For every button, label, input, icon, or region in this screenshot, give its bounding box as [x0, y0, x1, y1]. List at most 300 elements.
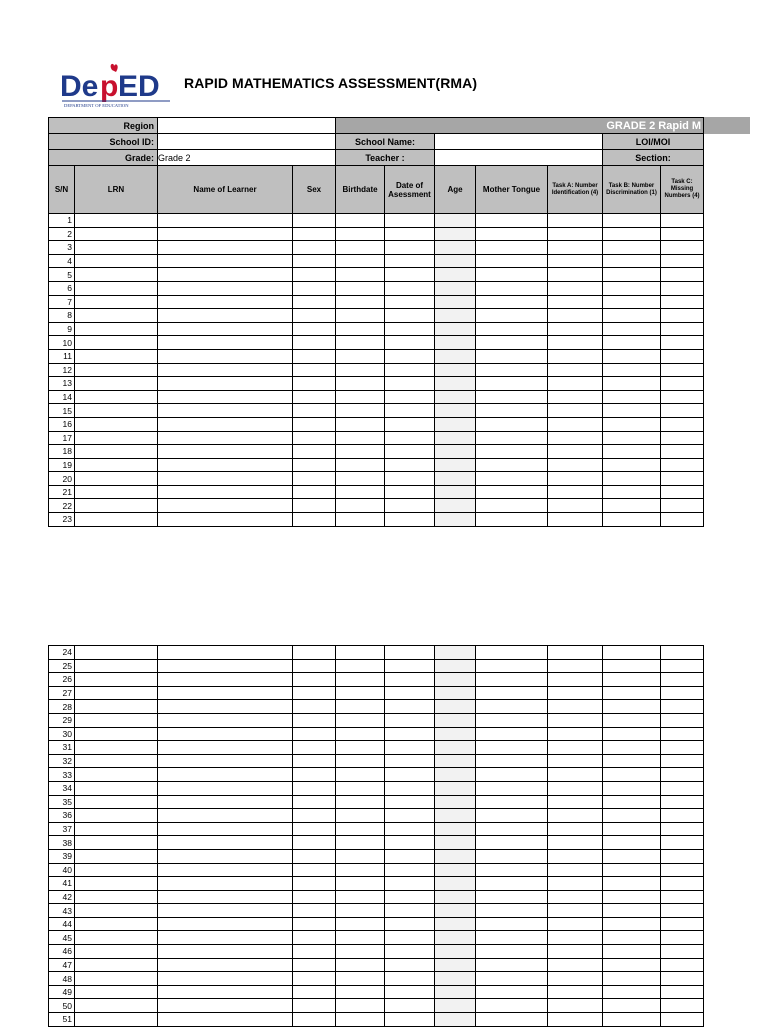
name-cell[interactable]	[158, 999, 293, 1013]
date-assessment-cell[interactable]	[385, 890, 435, 904]
name-cell[interactable]	[158, 472, 293, 486]
name-cell[interactable]	[158, 268, 293, 282]
birthdate-cell[interactable]	[336, 795, 385, 809]
name-cell[interactable]	[158, 309, 293, 323]
date-assessment-cell[interactable]	[385, 214, 435, 228]
name-cell[interactable]	[158, 836, 293, 850]
task-b-cell[interactable]	[603, 686, 661, 700]
age-cell[interactable]	[435, 1013, 476, 1027]
birthdate-cell[interactable]	[336, 890, 385, 904]
name-cell[interactable]	[158, 349, 293, 363]
age-cell[interactable]	[435, 254, 476, 268]
date-assessment-cell[interactable]	[385, 363, 435, 377]
age-cell[interactable]	[435, 417, 476, 431]
date-assessment-cell[interactable]	[385, 754, 435, 768]
task-b-cell[interactable]	[603, 499, 661, 513]
age-cell[interactable]	[435, 227, 476, 241]
birthdate-cell[interactable]	[336, 458, 385, 472]
task-a-cell[interactable]	[548, 445, 603, 459]
task-c-cell[interactable]	[661, 254, 704, 268]
birthdate-cell[interactable]	[336, 768, 385, 782]
teacher-field[interactable]	[435, 150, 603, 166]
birthdate-cell[interactable]	[336, 931, 385, 945]
name-cell[interactable]	[158, 713, 293, 727]
lrn-cell[interactable]	[75, 659, 158, 673]
task-a-cell[interactable]	[548, 377, 603, 391]
task-b-cell[interactable]	[603, 673, 661, 687]
birthdate-cell[interactable]	[336, 281, 385, 295]
task-b-cell[interactable]	[603, 485, 661, 499]
task-b-cell[interactable]	[603, 985, 661, 999]
mother-tongue-cell[interactable]	[476, 877, 548, 891]
task-a-cell[interactable]	[548, 972, 603, 986]
lrn-cell[interactable]	[75, 281, 158, 295]
task-c-cell[interactable]	[661, 754, 704, 768]
age-cell[interactable]	[435, 445, 476, 459]
task-b-cell[interactable]	[603, 254, 661, 268]
name-cell[interactable]	[158, 931, 293, 945]
date-assessment-cell[interactable]	[385, 417, 435, 431]
age-cell[interactable]	[435, 727, 476, 741]
task-b-cell[interactable]	[603, 513, 661, 527]
region-field[interactable]	[158, 118, 336, 134]
task-c-cell[interactable]	[661, 363, 704, 377]
lrn-cell[interactable]	[75, 877, 158, 891]
date-assessment-cell[interactable]	[385, 404, 435, 418]
task-a-cell[interactable]	[548, 241, 603, 255]
date-assessment-cell[interactable]	[385, 781, 435, 795]
name-cell[interactable]	[158, 890, 293, 904]
lrn-cell[interactable]	[75, 227, 158, 241]
task-a-cell[interactable]	[548, 741, 603, 755]
task-b-cell[interactable]	[603, 958, 661, 972]
birthdate-cell[interactable]	[336, 904, 385, 918]
task-a-cell[interactable]	[548, 999, 603, 1013]
sex-cell[interactable]	[293, 754, 336, 768]
age-cell[interactable]	[435, 485, 476, 499]
age-cell[interactable]	[435, 458, 476, 472]
task-c-cell[interactable]	[661, 472, 704, 486]
mother-tongue-cell[interactable]	[476, 863, 548, 877]
date-assessment-cell[interactable]	[385, 713, 435, 727]
age-cell[interactable]	[435, 349, 476, 363]
mother-tongue-cell[interactable]	[476, 686, 548, 700]
sex-cell[interactable]	[293, 499, 336, 513]
sex-cell[interactable]	[293, 863, 336, 877]
name-cell[interactable]	[158, 904, 293, 918]
mother-tongue-cell[interactable]	[476, 659, 548, 673]
name-cell[interactable]	[158, 322, 293, 336]
mother-tongue-cell[interactable]	[476, 431, 548, 445]
mother-tongue-cell[interactable]	[476, 513, 548, 527]
date-assessment-cell[interactable]	[385, 377, 435, 391]
age-cell[interactable]	[435, 795, 476, 809]
name-cell[interactable]	[158, 363, 293, 377]
date-assessment-cell[interactable]	[385, 513, 435, 527]
name-cell[interactable]	[158, 417, 293, 431]
sex-cell[interactable]	[293, 646, 336, 660]
lrn-cell[interactable]	[75, 214, 158, 228]
task-b-cell[interactable]	[603, 417, 661, 431]
mother-tongue-cell[interactable]	[476, 268, 548, 282]
birthdate-cell[interactable]	[336, 445, 385, 459]
task-a-cell[interactable]	[548, 945, 603, 959]
lrn-cell[interactable]	[75, 363, 158, 377]
mother-tongue-cell[interactable]	[476, 309, 548, 323]
mother-tongue-cell[interactable]	[476, 958, 548, 972]
birthdate-cell[interactable]	[336, 322, 385, 336]
lrn-cell[interactable]	[75, 999, 158, 1013]
sex-cell[interactable]	[293, 309, 336, 323]
sex-cell[interactable]	[293, 700, 336, 714]
task-c-cell[interactable]	[661, 700, 704, 714]
task-b-cell[interactable]	[603, 227, 661, 241]
age-cell[interactable]	[435, 822, 476, 836]
mother-tongue-cell[interactable]	[476, 809, 548, 823]
task-c-cell[interactable]	[661, 673, 704, 687]
task-a-cell[interactable]	[548, 322, 603, 336]
task-a-cell[interactable]	[548, 836, 603, 850]
age-cell[interactable]	[435, 336, 476, 350]
task-b-cell[interactable]	[603, 781, 661, 795]
birthdate-cell[interactable]	[336, 1013, 385, 1027]
age-cell[interactable]	[435, 958, 476, 972]
date-assessment-cell[interactable]	[385, 322, 435, 336]
sex-cell[interactable]	[293, 268, 336, 282]
task-a-cell[interactable]	[548, 877, 603, 891]
age-cell[interactable]	[435, 499, 476, 513]
task-c-cell[interactable]	[661, 659, 704, 673]
date-assessment-cell[interactable]	[385, 390, 435, 404]
task-c-cell[interactable]	[661, 458, 704, 472]
school-id-field[interactable]	[158, 134, 336, 150]
name-cell[interactable]	[158, 404, 293, 418]
lrn-cell[interactable]	[75, 863, 158, 877]
date-assessment-cell[interactable]	[385, 485, 435, 499]
date-assessment-cell[interactable]	[385, 849, 435, 863]
lrn-cell[interactable]	[75, 1013, 158, 1027]
mother-tongue-cell[interactable]	[476, 754, 548, 768]
task-c-cell[interactable]	[661, 485, 704, 499]
name-cell[interactable]	[158, 336, 293, 350]
birthdate-cell[interactable]	[336, 268, 385, 282]
sex-cell[interactable]	[293, 781, 336, 795]
mother-tongue-cell[interactable]	[476, 417, 548, 431]
task-b-cell[interactable]	[603, 795, 661, 809]
birthdate-cell[interactable]	[336, 336, 385, 350]
task-a-cell[interactable]	[548, 673, 603, 687]
age-cell[interactable]	[435, 741, 476, 755]
age-cell[interactable]	[435, 809, 476, 823]
birthdate-cell[interactable]	[336, 754, 385, 768]
name-cell[interactable]	[158, 485, 293, 499]
age-cell[interactable]	[435, 214, 476, 228]
task-b-cell[interactable]	[603, 917, 661, 931]
task-b-cell[interactable]	[603, 863, 661, 877]
age-cell[interactable]	[435, 377, 476, 391]
task-c-cell[interactable]	[661, 390, 704, 404]
date-assessment-cell[interactable]	[385, 472, 435, 486]
task-a-cell[interactable]	[548, 513, 603, 527]
task-a-cell[interactable]	[548, 754, 603, 768]
age-cell[interactable]	[435, 890, 476, 904]
name-cell[interactable]	[158, 917, 293, 931]
birthdate-cell[interactable]	[336, 727, 385, 741]
date-assessment-cell[interactable]	[385, 904, 435, 918]
task-b-cell[interactable]	[603, 809, 661, 823]
task-c-cell[interactable]	[661, 972, 704, 986]
lrn-cell[interactable]	[75, 795, 158, 809]
date-assessment-cell[interactable]	[385, 822, 435, 836]
task-a-cell[interactable]	[548, 254, 603, 268]
sex-cell[interactable]	[293, 659, 336, 673]
lrn-cell[interactable]	[75, 268, 158, 282]
task-b-cell[interactable]	[603, 431, 661, 445]
name-cell[interactable]	[158, 822, 293, 836]
age-cell[interactable]	[435, 849, 476, 863]
task-b-cell[interactable]	[603, 877, 661, 891]
lrn-cell[interactable]	[75, 295, 158, 309]
task-a-cell[interactable]	[548, 404, 603, 418]
sex-cell[interactable]	[293, 363, 336, 377]
sex-cell[interactable]	[293, 673, 336, 687]
mother-tongue-cell[interactable]	[476, 349, 548, 363]
lrn-cell[interactable]	[75, 417, 158, 431]
birthdate-cell[interactable]	[336, 700, 385, 714]
lrn-cell[interactable]	[75, 646, 158, 660]
birthdate-cell[interactable]	[336, 972, 385, 986]
mother-tongue-cell[interactable]	[476, 445, 548, 459]
name-cell[interactable]	[158, 445, 293, 459]
task-a-cell[interactable]	[548, 958, 603, 972]
age-cell[interactable]	[435, 945, 476, 959]
task-c-cell[interactable]	[661, 863, 704, 877]
task-b-cell[interactable]	[603, 945, 661, 959]
birthdate-cell[interactable]	[336, 254, 385, 268]
lrn-cell[interactable]	[75, 917, 158, 931]
lrn-cell[interactable]	[75, 890, 158, 904]
date-assessment-cell[interactable]	[385, 863, 435, 877]
lrn-cell[interactable]	[75, 458, 158, 472]
task-c-cell[interactable]	[661, 686, 704, 700]
date-assessment-cell[interactable]	[385, 917, 435, 931]
date-assessment-cell[interactable]	[385, 958, 435, 972]
lrn-cell[interactable]	[75, 349, 158, 363]
sex-cell[interactable]	[293, 322, 336, 336]
task-b-cell[interactable]	[603, 472, 661, 486]
lrn-cell[interactable]	[75, 322, 158, 336]
task-b-cell[interactable]	[603, 836, 661, 850]
name-cell[interactable]	[158, 727, 293, 741]
lrn-cell[interactable]	[75, 809, 158, 823]
sex-cell[interactable]	[293, 349, 336, 363]
birthdate-cell[interactable]	[336, 472, 385, 486]
school-name-field[interactable]	[435, 134, 603, 150]
task-b-cell[interactable]	[603, 754, 661, 768]
task-b-cell[interactable]	[603, 999, 661, 1013]
sex-cell[interactable]	[293, 890, 336, 904]
task-a-cell[interactable]	[548, 349, 603, 363]
lrn-cell[interactable]	[75, 686, 158, 700]
birthdate-cell[interactable]	[336, 227, 385, 241]
birthdate-cell[interactable]	[336, 431, 385, 445]
name-cell[interactable]	[158, 377, 293, 391]
birthdate-cell[interactable]	[336, 485, 385, 499]
date-assessment-cell[interactable]	[385, 309, 435, 323]
task-a-cell[interactable]	[548, 931, 603, 945]
task-c-cell[interactable]	[661, 781, 704, 795]
task-c-cell[interactable]	[661, 985, 704, 999]
age-cell[interactable]	[435, 985, 476, 999]
birthdate-cell[interactable]	[336, 985, 385, 999]
name-cell[interactable]	[158, 877, 293, 891]
mother-tongue-cell[interactable]	[476, 931, 548, 945]
age-cell[interactable]	[435, 700, 476, 714]
task-b-cell[interactable]	[603, 713, 661, 727]
age-cell[interactable]	[435, 404, 476, 418]
mother-tongue-cell[interactable]	[476, 336, 548, 350]
name-cell[interactable]	[158, 809, 293, 823]
birthdate-cell[interactable]	[336, 513, 385, 527]
lrn-cell[interactable]	[75, 945, 158, 959]
name-cell[interactable]	[158, 390, 293, 404]
task-a-cell[interactable]	[548, 809, 603, 823]
lrn-cell[interactable]	[75, 309, 158, 323]
task-a-cell[interactable]	[548, 1013, 603, 1027]
mother-tongue-cell[interactable]	[476, 700, 548, 714]
mother-tongue-cell[interactable]	[476, 741, 548, 755]
task-c-cell[interactable]	[661, 768, 704, 782]
task-b-cell[interactable]	[603, 458, 661, 472]
task-b-cell[interactable]	[603, 309, 661, 323]
name-cell[interactable]	[158, 686, 293, 700]
sex-cell[interactable]	[293, 417, 336, 431]
lrn-cell[interactable]	[75, 254, 158, 268]
sex-cell[interactable]	[293, 513, 336, 527]
task-c-cell[interactable]	[661, 281, 704, 295]
sex-cell[interactable]	[293, 999, 336, 1013]
age-cell[interactable]	[435, 431, 476, 445]
sex-cell[interactable]	[293, 809, 336, 823]
name-cell[interactable]	[158, 254, 293, 268]
sex-cell[interactable]	[293, 972, 336, 986]
mother-tongue-cell[interactable]	[476, 999, 548, 1013]
birthdate-cell[interactable]	[336, 363, 385, 377]
task-b-cell[interactable]	[603, 295, 661, 309]
lrn-cell[interactable]	[75, 849, 158, 863]
sex-cell[interactable]	[293, 985, 336, 999]
sex-cell[interactable]	[293, 241, 336, 255]
sex-cell[interactable]	[293, 945, 336, 959]
lrn-cell[interactable]	[75, 781, 158, 795]
mother-tongue-cell[interactable]	[476, 795, 548, 809]
birthdate-cell[interactable]	[336, 673, 385, 687]
name-cell[interactable]	[158, 795, 293, 809]
date-assessment-cell[interactable]	[385, 431, 435, 445]
task-b-cell[interactable]	[603, 445, 661, 459]
task-a-cell[interactable]	[548, 700, 603, 714]
task-a-cell[interactable]	[548, 295, 603, 309]
mother-tongue-cell[interactable]	[476, 781, 548, 795]
birthdate-cell[interactable]	[336, 836, 385, 850]
date-assessment-cell[interactable]	[385, 1013, 435, 1027]
date-assessment-cell[interactable]	[385, 673, 435, 687]
birthdate-cell[interactable]	[336, 309, 385, 323]
task-b-cell[interactable]	[603, 822, 661, 836]
task-a-cell[interactable]	[548, 768, 603, 782]
birthdate-cell[interactable]	[336, 945, 385, 959]
task-a-cell[interactable]	[548, 458, 603, 472]
age-cell[interactable]	[435, 659, 476, 673]
task-a-cell[interactable]	[548, 917, 603, 931]
task-a-cell[interactable]	[548, 985, 603, 999]
task-b-cell[interactable]	[603, 727, 661, 741]
task-c-cell[interactable]	[661, 809, 704, 823]
sex-cell[interactable]	[293, 849, 336, 863]
task-c-cell[interactable]	[661, 417, 704, 431]
task-c-cell[interactable]	[661, 499, 704, 513]
sex-cell[interactable]	[293, 295, 336, 309]
sex-cell[interactable]	[293, 281, 336, 295]
mother-tongue-cell[interactable]	[476, 727, 548, 741]
age-cell[interactable]	[435, 309, 476, 323]
age-cell[interactable]	[435, 931, 476, 945]
lrn-cell[interactable]	[75, 377, 158, 391]
mother-tongue-cell[interactable]	[476, 404, 548, 418]
lrn-cell[interactable]	[75, 472, 158, 486]
name-cell[interactable]	[158, 972, 293, 986]
age-cell[interactable]	[435, 999, 476, 1013]
date-assessment-cell[interactable]	[385, 659, 435, 673]
task-c-cell[interactable]	[661, 268, 704, 282]
task-c-cell[interactable]	[661, 727, 704, 741]
task-c-cell[interactable]	[661, 836, 704, 850]
birthdate-cell[interactable]	[336, 917, 385, 931]
name-cell[interactable]	[158, 295, 293, 309]
birthdate-cell[interactable]	[336, 499, 385, 513]
mother-tongue-cell[interactable]	[476, 972, 548, 986]
name-cell[interactable]	[158, 849, 293, 863]
date-assessment-cell[interactable]	[385, 836, 435, 850]
task-a-cell[interactable]	[548, 646, 603, 660]
lrn-cell[interactable]	[75, 431, 158, 445]
name-cell[interactable]	[158, 673, 293, 687]
birthdate-cell[interactable]	[336, 295, 385, 309]
lrn-cell[interactable]	[75, 836, 158, 850]
birthdate-cell[interactable]	[336, 958, 385, 972]
date-assessment-cell[interactable]	[385, 336, 435, 350]
date-assessment-cell[interactable]	[385, 254, 435, 268]
mother-tongue-cell[interactable]	[476, 227, 548, 241]
task-b-cell[interactable]	[603, 241, 661, 255]
mother-tongue-cell[interactable]	[476, 985, 548, 999]
date-assessment-cell[interactable]	[385, 931, 435, 945]
birthdate-cell[interactable]	[336, 377, 385, 391]
date-assessment-cell[interactable]	[385, 281, 435, 295]
task-c-cell[interactable]	[661, 1013, 704, 1027]
birthdate-cell[interactable]	[336, 809, 385, 823]
age-cell[interactable]	[435, 472, 476, 486]
task-c-cell[interactable]	[661, 822, 704, 836]
age-cell[interactable]	[435, 295, 476, 309]
date-assessment-cell[interactable]	[385, 795, 435, 809]
sex-cell[interactable]	[293, 686, 336, 700]
task-a-cell[interactable]	[548, 713, 603, 727]
age-cell[interactable]	[435, 363, 476, 377]
mother-tongue-cell[interactable]	[476, 822, 548, 836]
task-c-cell[interactable]	[661, 795, 704, 809]
task-c-cell[interactable]	[661, 931, 704, 945]
